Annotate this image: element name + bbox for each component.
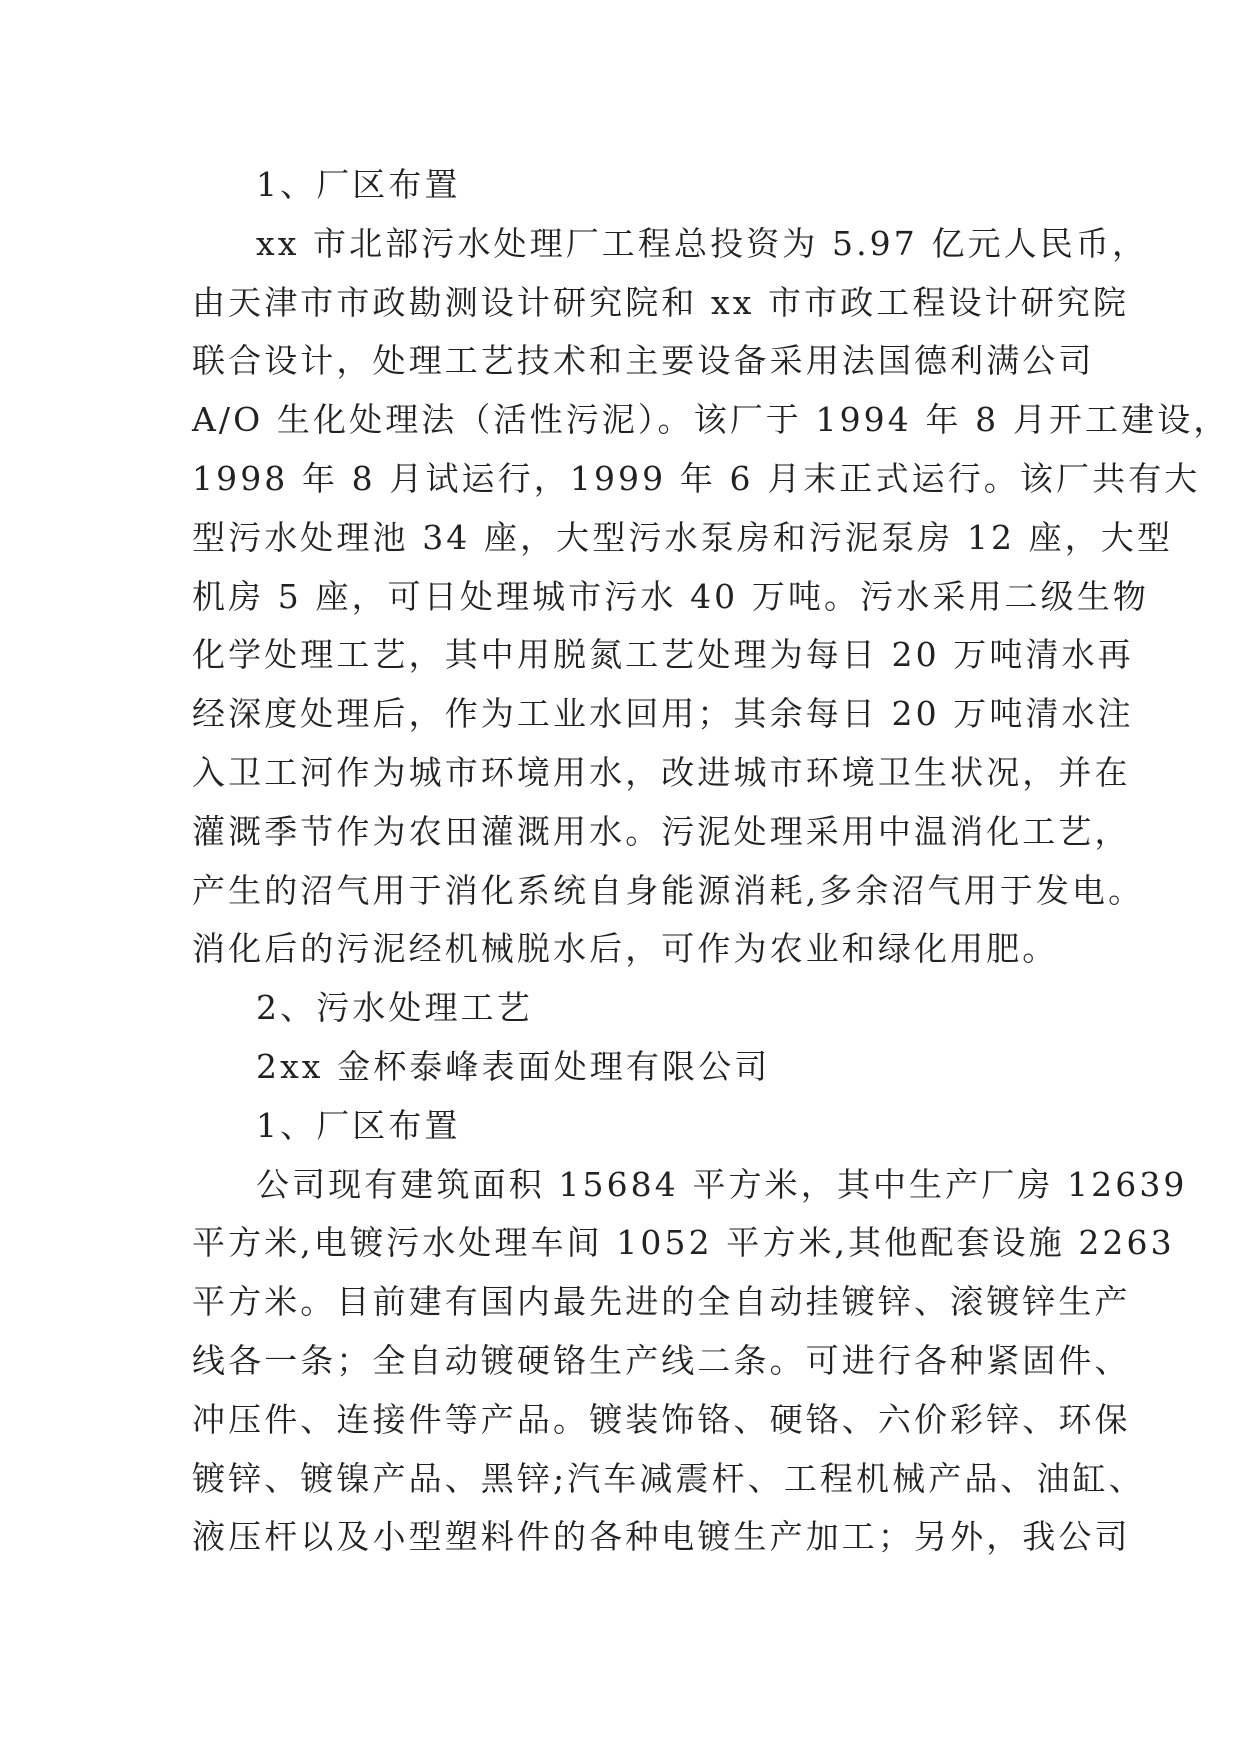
section-heading-plant-layout-2: 1、厂区布置: [256, 1105, 461, 1145]
paragraph-line: 公司现有建筑面积 15684 平方米，其中生产厂房 12639: [256, 1164, 1188, 1204]
paragraph-line: 型污水处理池 34 座，大型污水泵房和污泥泵房 12 座，大型: [192, 517, 1174, 557]
paragraph-line: 化学处理工艺，其中用脱氮工艺处理为每日 20 万吨清水再: [192, 635, 1134, 675]
paragraph-line: 平方米。目前建有国内最先进的全自动挂镀锌、滚镀锌生产: [192, 1282, 1131, 1322]
paragraph-line: 消化后的污泥经机械脱水后，可作为农业和绿化用肥。: [192, 929, 1059, 969]
section-heading-plant-layout: 1、厂区布置: [256, 165, 461, 204]
paragraph-line: 机房 5 座，可日处理城市污水 40 万吨。污水采用二级生物: [192, 576, 1149, 616]
section-heading-treatment-process: 2、污水处理工艺: [256, 988, 533, 1028]
paragraph-line: A/O 生化处理法（活性污泥）。该厂于 1994 年 8 月开工建设，: [192, 400, 1230, 440]
paragraph-line: 入卫工河作为城市环境用水，改进城市环境卫生状况，并在: [192, 752, 1131, 792]
paragraph-line: 镀锌、镀镍产品、黑锌;汽车减震杆、工程机械产品、油缸、: [192, 1458, 1145, 1498]
paragraph-line: 产生的沼气用于消化系统自身能源消耗,多余沼气用于发电。: [192, 870, 1145, 910]
paragraph-line: 线各一条；全自动镀硬铬生产线二条。可进行各种紧固件、: [192, 1340, 1131, 1380]
paragraph-line: xx 市北部污水处理厂工程总投资为 5.97 亿元人民币，: [256, 223, 1149, 263]
paragraph-line: 联合设计，处理工艺技术和主要设备采用法国德利满公司: [192, 341, 1095, 381]
paragraph-line: 由天津市市政勘测设计研究院和 xx 市市政工程设计研究院: [192, 282, 1130, 322]
paragraph-line: 液压杆以及小型塑料件的各种电镀生产加工；另外，我公司: [192, 1517, 1131, 1557]
document-body: [192, 156, 1230, 1567]
company-heading: 2xx 金杯泰峰表面处理有限公司: [256, 1046, 771, 1086]
paragraph-line: 冲压件、连接件等产品。镀装饰铬、硬铬、六价彩锌、环保: [192, 1399, 1131, 1439]
paragraph-line: 经深度处理后，作为工业水回用；其余每日 20 万吨清水注: [192, 694, 1134, 734]
paragraph-line: 平方米,电镀污水处理车间 1052 平方米,其他配套设施 2263: [192, 1223, 1175, 1263]
paragraph-line: 1998 年 8 月试运行，1999 年 6 月末正式运行。该厂共有大: [192, 458, 1201, 498]
paragraph-line: 灌溉季节作为农田灌溉用水。污泥处理采用中温消化工艺，: [192, 811, 1131, 851]
